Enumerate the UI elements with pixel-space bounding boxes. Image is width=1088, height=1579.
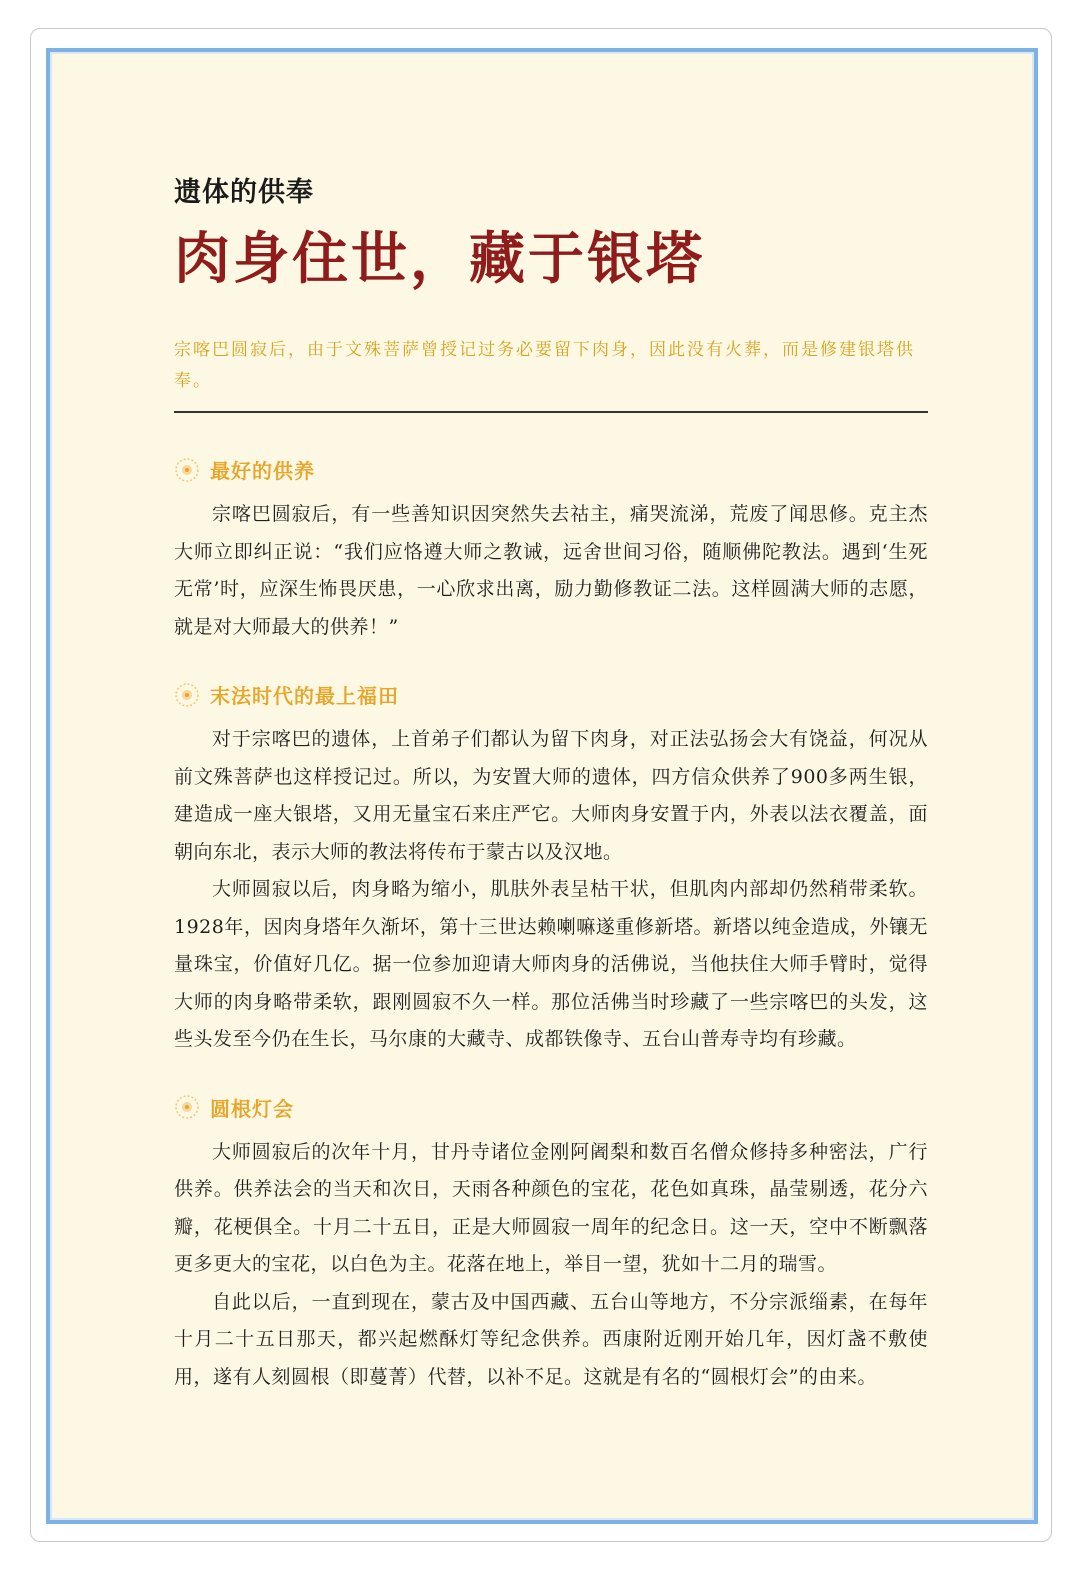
divider [174, 411, 928, 413]
paragraph: 宗喀巴圆寂后，有一些善知识因突然失去祜主，痛哭流涕，荒废了闻思修。克主杰大师立即纠正说：“我们应恪遵大师之教诫，远舍世间习俗，随顺佛陀教法。遇到‘生死无常’时，应深生怖畏厌患，一心欣求出离，励力勤修教证二法。这样圆满大师的志愿，就是对大师最大的供养！” [174, 503, 928, 638]
paragraph: 大师圆寂后的次年十月，甘丹寺诸位金刚阿阇梨和数百名僧众修持多种密法，广行供养。供养法会的当天和次日，天雨各种颜色的宝花，花色如真珠，晶莹剔透，花分六瓣，花梗俱全。十月二十五日，正是大师圆寂一周年的纪念日。这一天，空中不断飘落更多更大的宝花，以白色为主。花落在地上，举目一望，犹如十二月的瑞雪。 [174, 1140, 928, 1275]
lotus-icon [174, 457, 200, 483]
page-frame [46, 48, 1038, 1524]
page-title: 肉身住世，藏于银塔 [174, 226, 705, 292]
section-heading-text: 末法时代的最上福田 [210, 684, 399, 708]
lotus-icon [174, 1094, 200, 1120]
summary-text: 宗喀巴圆寂后，由于文殊菩萨曾授记过务必要留下肉身，因此没有火葬，而是修建银塔供奉。 [174, 340, 915, 391]
section-body [174, 1134, 928, 1397]
paragraph: 自此以后，一直到现在，蒙古及中国西藏、五台山等地方，不分宗派缁素，在每年十月二十五日那天，都兴起燃酥灯等纪念供养。西康附近刚开始几年，因灯盏不敷使用，遂有人刻圆根（即蔓菁）代替，以补不足。这就是有名的“圆根灯会”的由来。 [174, 1290, 928, 1388]
section-label: 遗体的供奉 [174, 177, 314, 208]
section-heading-supreme-field [174, 680, 928, 709]
section-body [174, 721, 928, 1059]
paragraph: 大师圆寂以后，肉身略为缩小，肌肤外表呈枯干状，但肌肉内部却仍然稍带柔软。1928年，因肉身塔年久渐坏，第十三世达赖喇嘛遂重修新塔。新塔以纯金造成，外镶无量珠宝，价值好几亿。据一位参加迎请大师肉身的活佛说，当他扶住大师手臂时，觉得大师的肉身略带柔软，跟刚圆寂不久一样。那位活佛当时珍藏了一些宗喀巴的头发，这些头发至今仍在生长，马尔康的大藏寺、成都铁像寺、五台山普寿寺均有珍藏。 [174, 878, 928, 1050]
section-heading-lamp-festival [174, 1093, 928, 1122]
section-body [174, 496, 928, 646]
lotus-icon [174, 682, 200, 708]
paragraph: 对于宗喀巴的遗体，上首弟子们都认为留下肉身，对正法弘扬会大有饶益，何况从前文殊菩萨也这样授记过。所以，为安置大师的遗体，四方信众供养了900多两生银，建造成一座大银塔，又用无量宝石来庄严它。大师肉身安置于内，外表以法衣覆盖，面朝向东北，表示大师的教法将传布于蒙古以及汉地。 [174, 728, 928, 863]
page-content [174, 122, 928, 1396]
section-heading-best-offering [174, 455, 928, 484]
section-heading-text: 圆根灯会 [210, 1096, 294, 1121]
section-heading-text: 最好的供养 [210, 459, 315, 483]
